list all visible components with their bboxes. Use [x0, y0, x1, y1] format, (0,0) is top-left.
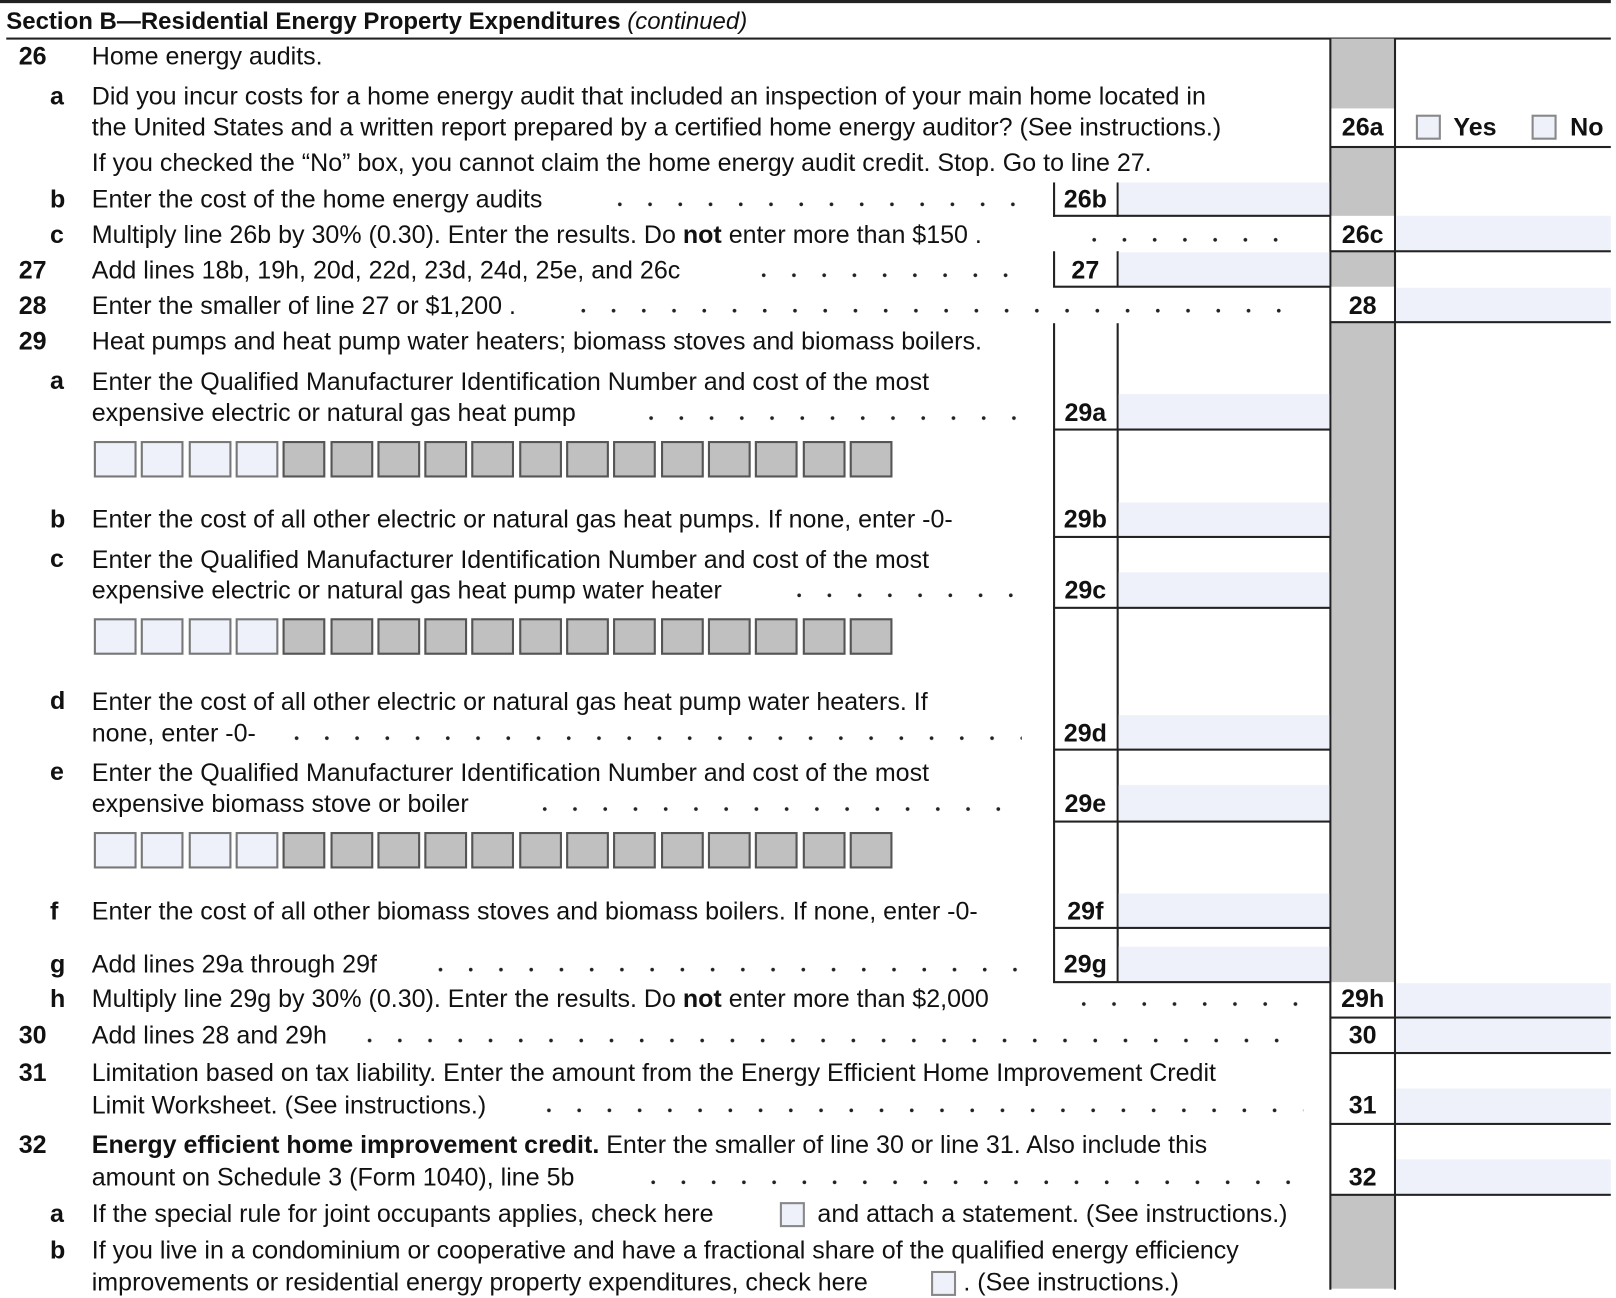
joint-occupants-checkbox[interactable] — [780, 1202, 805, 1227]
shaded-box — [850, 441, 893, 477]
shaded-box — [661, 832, 704, 868]
qmid-char-box[interactable] — [236, 618, 279, 654]
line-29c-text: Enter the Qualified Manufacturer Identification Number and cost of the most — [91, 546, 930, 575]
shaded-box — [519, 618, 562, 654]
amount-input-29h[interactable] — [1396, 983, 1611, 1016]
line-32a-text: and attach a statement. (See instructions.) — [817, 1200, 1288, 1229]
no-label: No — [1570, 113, 1604, 142]
gray-column-bottom — [1330, 1195, 1395, 1289]
line-letter: e — [50, 757, 64, 787]
amount-input-29c[interactable] — [1119, 572, 1330, 606]
line-29h-text — [92, 985, 989, 1014]
dot-leader — [1069, 1001, 1304, 1007]
rule — [1053, 981, 1330, 983]
shaded-box — [330, 832, 373, 868]
line-label-26b: 26b — [1063, 185, 1107, 214]
shaded-box — [850, 832, 893, 868]
line-31-text: Limit Worksheet. (See instructions.) — [91, 1091, 487, 1120]
line-label-29b: 29b — [1063, 505, 1107, 534]
line-label-29e: 29e — [1064, 790, 1107, 819]
dot-leader — [425, 966, 1021, 972]
dot-leader — [530, 806, 1022, 812]
shaded-box — [330, 618, 373, 654]
shaded-box — [802, 618, 845, 654]
line-30-text: Add lines 28 and 29h — [91, 1021, 327, 1050]
line-32a-text: If the special rule for joint occupants applies, check here — [91, 1200, 714, 1229]
amount-input-29b[interactable] — [1119, 503, 1330, 536]
line-26b-text: Enter the cost of the home energy audits — [91, 185, 543, 214]
line-label-26c: 26c — [1341, 221, 1384, 250]
dot-leader — [784, 592, 1022, 598]
top-rule — [0, 0, 1611, 3]
line-26-text: Home energy audits. — [91, 42, 323, 71]
rule — [1053, 215, 1330, 217]
no-checkbox[interactable] — [1532, 115, 1557, 140]
line-number: 29 — [18, 327, 47, 356]
dot-leader — [636, 415, 1022, 421]
text: Multiply line 26b by 30% (0.30). Enter the results. Do — [91, 221, 683, 250]
shaded-box — [424, 832, 467, 868]
qmid-char-box[interactable] — [94, 618, 137, 654]
line-29d-text: Enter the cost of all other electric or natural gas heat pump water heaters. If — [91, 688, 928, 717]
qmid-char-box[interactable] — [141, 618, 184, 654]
amount-input-30[interactable] — [1396, 1019, 1611, 1052]
shaded-box — [755, 832, 798, 868]
shaded-box — [519, 832, 562, 868]
line-letter: a — [50, 366, 64, 396]
line-29b-text: Enter the cost of all other electric or natural gas heat pumps. If none, enter -0- — [91, 505, 953, 534]
qmid-char-box[interactable] — [236, 832, 279, 868]
line-label-31: 31 — [1348, 1091, 1377, 1120]
dot-leader — [605, 201, 1022, 207]
shaded-box — [424, 618, 467, 654]
amount-input-29f[interactable] — [1119, 894, 1330, 927]
shaded-box — [283, 618, 326, 654]
line-29a-text: expensive electric or natural gas heat pump — [91, 399, 576, 428]
line-number: 30 — [18, 1021, 47, 1050]
line-label-32: 32 — [1348, 1163, 1377, 1192]
line-label-28: 28 — [1348, 291, 1377, 321]
rule — [1053, 536, 1330, 538]
line-number: 27 — [18, 256, 47, 285]
amount-input-29d[interactable] — [1119, 715, 1330, 748]
amount-input-32[interactable] — [1396, 1159, 1611, 1193]
line-letter: b — [50, 505, 66, 534]
line-number: 32 — [18, 1131, 47, 1160]
shaded-box — [377, 618, 420, 654]
line-29f-text: Enter the cost of all other biomass stoves and biomass boilers. If none, enter -0- — [91, 897, 978, 926]
line-27-text: Add lines 18b, 19h, 20d, 22d, 23d, 24d, 25e, and 26c — [91, 256, 681, 285]
shaded-box — [330, 441, 373, 477]
shaded-box — [755, 618, 798, 654]
qmid-char-box[interactable] — [188, 618, 231, 654]
line-label-29c: 29c — [1064, 576, 1107, 605]
line-26a-text: Did you incur costs for a home energy audit that included an inspection of your main home located in — [91, 82, 1206, 111]
shaded-box — [472, 618, 515, 654]
shaded-box — [661, 618, 704, 654]
text: Enter the smaller of line 30 or line 31. Also include this — [599, 1131, 1208, 1160]
line-29e-text: Enter the Qualified Manufacturer Identification Number and cost of the most — [91, 759, 930, 788]
line-29c-text: expensive electric or natural gas heat pump water heater — [91, 576, 722, 605]
condominium-checkbox[interactable] — [931, 1271, 956, 1296]
qmid-char-box[interactable] — [188, 441, 231, 477]
rule — [1330, 146, 1610, 148]
shaded-box — [802, 441, 845, 477]
text-bold: not — [682, 221, 722, 250]
dot-leader — [749, 272, 1022, 278]
line-label-27: 27 — [1071, 256, 1100, 285]
line-letter: d — [50, 687, 66, 716]
line-label-29g: 29g — [1063, 950, 1107, 980]
qmid-char-box[interactable] — [141, 441, 184, 477]
dot-leader — [282, 735, 1022, 741]
shaded-box — [283, 441, 326, 477]
shaded-box — [566, 832, 609, 868]
line-32-text — [92, 1131, 1207, 1160]
section-header — [6, 6, 747, 35]
shaded-box — [424, 441, 467, 477]
line-number: 31 — [18, 1059, 47, 1088]
shaded-box — [613, 441, 656, 477]
line-32b-text: . (See instructions.) — [963, 1268, 1179, 1297]
line-label-26a: 26a — [1341, 113, 1384, 142]
gray-column — [1330, 39, 1395, 983]
amount-input-31[interactable] — [1396, 1088, 1611, 1122]
amount-input-29e[interactable] — [1119, 785, 1330, 820]
line-letter: f — [50, 897, 59, 926]
qmid-char-box[interactable] — [94, 441, 137, 477]
line-letter: b — [50, 185, 66, 214]
text: enter more than $150 . — [721, 221, 982, 250]
section-continued: (continued) — [627, 7, 748, 35]
shaded-box — [708, 441, 751, 477]
shaded-box — [613, 832, 656, 868]
line-number: 26 — [18, 42, 47, 71]
line-letter: a — [50, 1200, 64, 1229]
amount-input-26c[interactable] — [1396, 216, 1611, 250]
rule — [1053, 749, 1330, 751]
shaded-box — [708, 832, 751, 868]
text-bold: not — [682, 985, 722, 1014]
dot-leader — [534, 1107, 1303, 1113]
dot-leader — [638, 1179, 1303, 1185]
rule — [1053, 607, 1330, 609]
line-32b-text: If you live in a condominium or cooperative and have a fractional share of the qualified energy efficiency — [91, 1236, 1239, 1265]
section-title: Section B—Residential Energy Property Expenditures — [6, 7, 621, 35]
rule — [1330, 1052, 1610, 1054]
line-26c-text — [92, 221, 982, 250]
yes-label: Yes — [1453, 113, 1497, 142]
line-31-text: Limitation based on tax liability. Enter the amount from the Energy Efficient Home Improvement Credit — [91, 1059, 1216, 1088]
line-letter: c — [50, 545, 64, 574]
line-letter: h — [50, 985, 66, 1014]
dot-leader — [1079, 237, 1303, 243]
rule — [1053, 927, 1330, 929]
shaded-box — [566, 618, 609, 654]
line-letter: c — [50, 221, 64, 250]
qmid-char-box[interactable] — [188, 832, 231, 868]
line-29e-text: expensive biomass stove or boiler — [91, 790, 469, 819]
rule — [1330, 250, 1610, 252]
text-bold: Energy efficient home improvement credit. — [91, 1131, 600, 1160]
rule — [1053, 286, 1330, 288]
shaded-box — [566, 441, 609, 477]
text: enter more than $2,000 — [721, 985, 989, 1014]
line-number: 28 — [18, 291, 47, 321]
amount-input-26b[interactable] — [1119, 182, 1330, 215]
line-29a-text: Enter the Qualified Manufacturer Identification Number and cost of the most — [91, 368, 930, 397]
shaded-box — [377, 441, 420, 477]
shaded-box — [472, 441, 515, 477]
qmid-char-box[interactable] — [141, 832, 184, 868]
shaded-box — [377, 832, 420, 868]
line-26a-text: the United States and a written report prepared by a certified home energy auditor? (See instructions.) — [91, 113, 1222, 142]
rule — [1330, 1123, 1610, 1125]
line-29d-text: none, enter -0- — [91, 719, 256, 748]
line-letter: g — [50, 950, 66, 980]
line-label-30: 30 — [1348, 1021, 1377, 1050]
shaded-box — [850, 618, 893, 654]
line-letter: b — [50, 1236, 66, 1265]
dot-leader — [354, 1037, 1303, 1043]
amount-input-27[interactable] — [1119, 252, 1330, 285]
amount-input-29g[interactable] — [1119, 947, 1330, 981]
shaded-box — [613, 618, 656, 654]
dot-leader — [568, 308, 1303, 314]
shaded-box — [708, 618, 751, 654]
amount-input-28[interactable] — [1396, 288, 1611, 321]
line-29g-text: Add lines 29a through 29f — [91, 950, 377, 980]
qmid-char-box[interactable] — [236, 441, 279, 477]
line-label-29f: 29f — [1067, 897, 1104, 926]
text: Multiply line 29g by 30% (0.30). Enter the results. Do — [91, 985, 683, 1014]
line-32b-text: improvements or residential energy property expenditures, check here — [91, 1268, 868, 1297]
line-32-text: amount on Schedule 3 (Form 1040), line 5b — [91, 1163, 575, 1192]
shaded-box — [802, 832, 845, 868]
line-29-text: Heat pumps and heat pump water heaters; biomass stoves and biomass boilers. — [91, 327, 982, 356]
rule — [1053, 821, 1330, 823]
rule — [1330, 321, 1610, 323]
line-28-text: Enter the smaller of line 27 or $1,200 . — [91, 291, 516, 321]
shaded-box — [472, 832, 515, 868]
line-letter: a — [50, 82, 64, 111]
amount-input-29a[interactable] — [1119, 394, 1330, 428]
line-label-29a: 29a — [1064, 399, 1107, 428]
shaded-box — [755, 441, 798, 477]
shaded-box — [283, 832, 326, 868]
shaded-box — [661, 441, 704, 477]
shaded-box — [519, 441, 562, 477]
line-26a-note: If you checked the “No” box, you cannot claim the home energy audit credit. Stop. Go to line 27. — [91, 149, 1152, 178]
line-label-29h: 29h — [1341, 985, 1385, 1014]
rule — [1053, 429, 1330, 431]
rule — [1330, 1194, 1610, 1196]
yes-checkbox[interactable] — [1416, 115, 1441, 140]
line-label-29d: 29d — [1063, 719, 1107, 748]
qmid-char-box[interactable] — [94, 832, 137, 868]
